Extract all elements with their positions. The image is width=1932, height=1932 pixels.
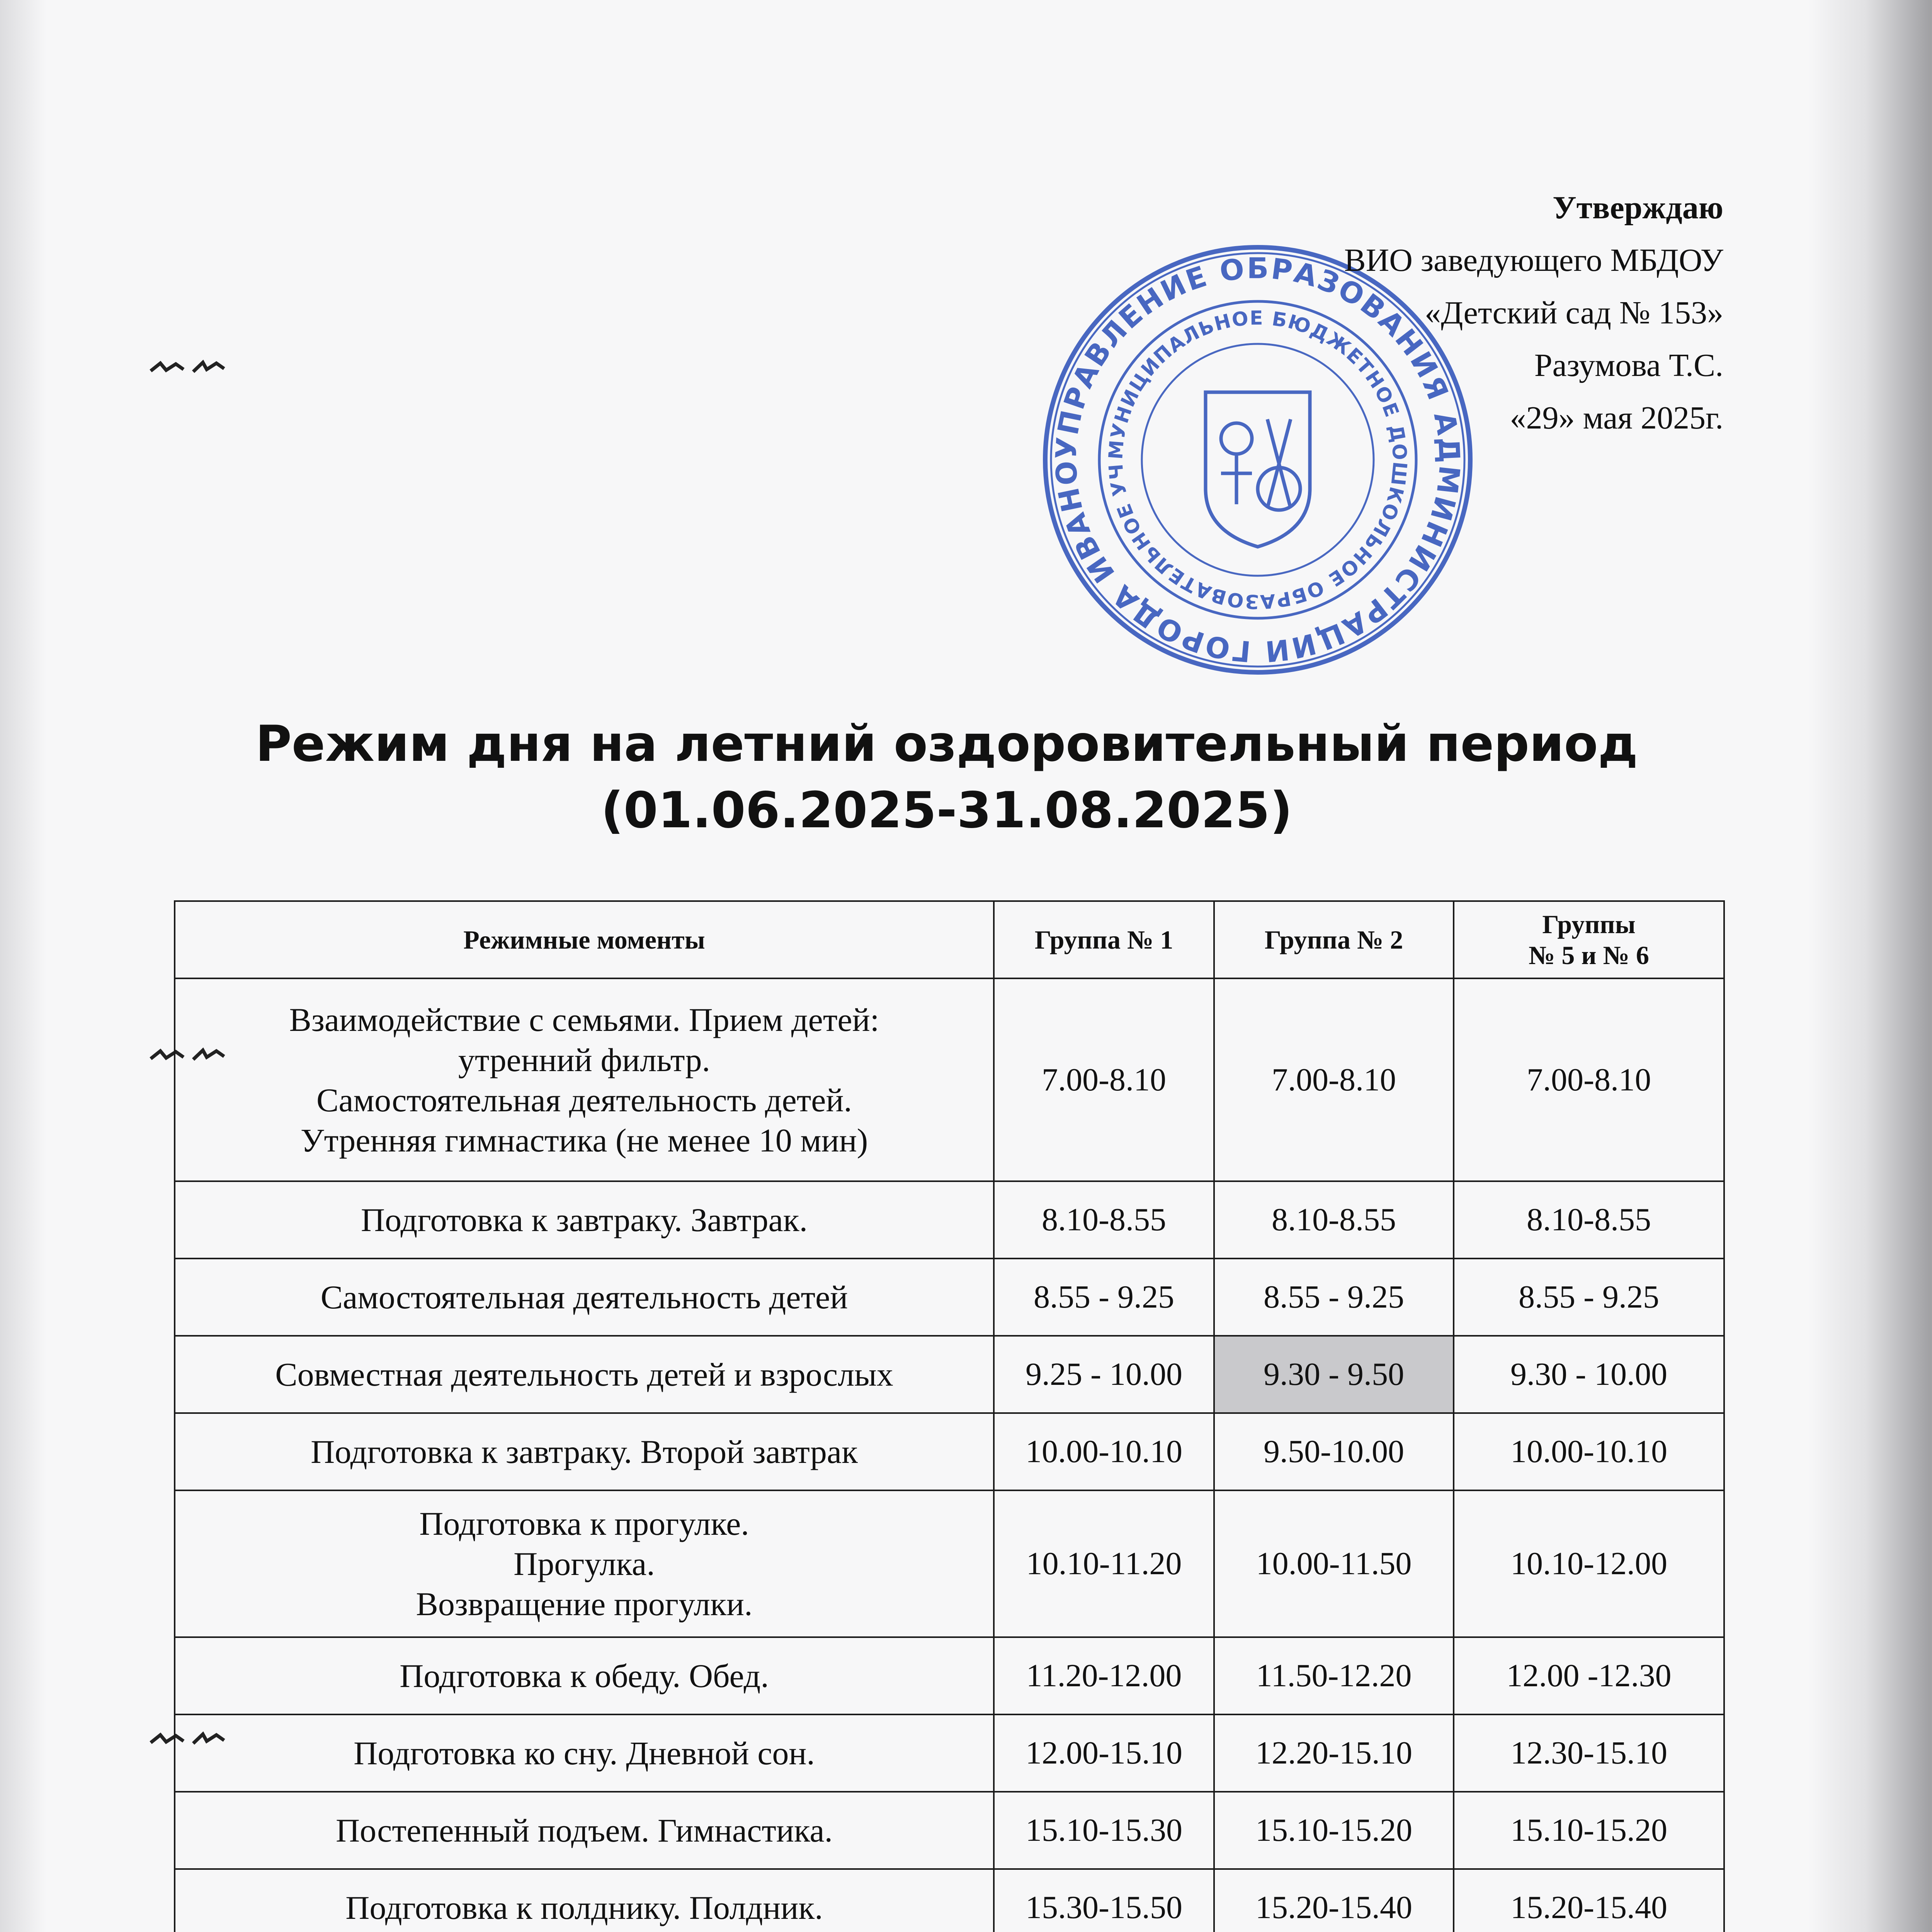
table-row	[175, 1792, 1724, 1869]
activity-line: Подготовка к обеду. Обед.	[400, 1657, 769, 1694]
table-row	[175, 1181, 1724, 1259]
approval-title: Утверждаю	[1553, 190, 1723, 226]
title-line-2: (01.06.2025-31.08.2025)	[601, 782, 1293, 839]
stamp-inner-text: МУНИЦИПАЛЬНОЕ БЮДЖЕТНОЕ ДОШКОЛЬНОЕ ОБРАЗОВАТЕЛЬНОЕ УЧ	[1104, 306, 1412, 613]
cell-group-2: 11.50-12.20	[1214, 1637, 1454, 1714]
activity-line: Подготовка к полднику. Полдник.	[345, 1889, 823, 1926]
cell-groups-5-6: 8.55 - 9.25	[1454, 1259, 1724, 1336]
cell-activity	[175, 1792, 994, 1869]
cell-group-1: 10.10-11.20	[994, 1490, 1214, 1637]
activity-line: Подготовка к прогулке.	[419, 1505, 749, 1542]
table-row	[175, 1714, 1724, 1792]
cell-group-2: 8.55 - 9.25	[1214, 1259, 1454, 1336]
cell-activity	[175, 1336, 994, 1413]
cell-groups-5-6: 7.00-8.10	[1454, 978, 1724, 1181]
cell-group-1: 8.55 - 9.25	[994, 1259, 1214, 1336]
cell-activity	[175, 1490, 994, 1637]
cell-activity	[175, 1259, 994, 1336]
cell-group-1: 12.00-15.10	[994, 1714, 1214, 1792]
punch-mark-icon	[149, 359, 230, 375]
header-activity: Режимные моменты	[175, 901, 994, 978]
activity-line: Подготовка ко сну. Дневной сон.	[354, 1735, 815, 1772]
cell-groups-5-6: 15.20-15.40	[1454, 1869, 1724, 1932]
cell-group-2: 15.10-15.20	[1214, 1792, 1454, 1869]
activity-line: Подготовка к завтраку. Второй завтрак	[311, 1433, 858, 1470]
cell-group-2: 15.20-15.40	[1214, 1869, 1454, 1932]
table-row	[175, 1490, 1724, 1637]
cell-groups-5-6: 10.00-10.10	[1454, 1413, 1724, 1490]
cell-activity	[175, 1869, 994, 1932]
cell-group-1: 11.20-12.00	[994, 1637, 1214, 1714]
schedule-table	[174, 900, 1725, 1932]
cell-activity	[175, 978, 994, 1181]
cell-group-1: 7.00-8.10	[994, 978, 1214, 1181]
stamp-outer-text: УПРАВЛЕНИЕ ОБРАЗОВАНИЯ АДМИНИСТРАЦИИ ГОРОДА ИВАНО	[1049, 252, 1466, 668]
cell-activity	[175, 1413, 994, 1490]
cell-group-1: 10.00-10.10	[994, 1413, 1214, 1490]
header-groups-5-6: Группы № 5 и № 6	[1454, 901, 1724, 978]
cell-group-1: 8.10-8.55	[994, 1181, 1214, 1259]
table-row	[175, 1869, 1724, 1932]
activity-line: Самостоятельная деятельность детей	[320, 1279, 848, 1316]
cell-group-1: 9.25 - 10.00	[994, 1336, 1214, 1413]
table-row	[175, 1413, 1724, 1490]
cell-activity	[175, 1181, 994, 1259]
cell-groups-5-6: 12.00 -12.30	[1454, 1637, 1724, 1714]
activity-line: Утренняя гимнастика (не менее 10 мин)	[300, 1121, 868, 1159]
activity-line: Самостоятельная деятельность детей.	[316, 1081, 852, 1119]
approval-organization: «Детский сад № 153»	[1425, 295, 1723, 331]
header-group-2: Группа № 2	[1214, 901, 1454, 978]
cell-group-2: 7.00-8.10	[1214, 978, 1454, 1181]
cell-group-2: 9.50-10.00	[1214, 1413, 1454, 1490]
scan-edge-left	[0, 0, 46, 1932]
cell-group-2: 9.30 - 9.50	[1214, 1336, 1454, 1413]
cell-group-1: 15.10-15.30	[994, 1792, 1214, 1869]
activity-line: Взаимодействие с семьями. Прием детей:	[289, 1001, 879, 1038]
cell-groups-5-6: 12.30-15.10	[1454, 1714, 1724, 1792]
activity-line: утренний фильтр.	[458, 1041, 711, 1078]
cell-activity	[175, 1714, 994, 1792]
cell-group-2: 12.20-15.10	[1214, 1714, 1454, 1792]
cell-group-1: 15.30-15.50	[994, 1869, 1214, 1932]
activity-line: Постепенный подъем. Гимнастика.	[335, 1812, 833, 1849]
activity-line: Возвращение прогулки.	[416, 1585, 753, 1622]
cell-activity	[175, 1637, 994, 1714]
cell-group-2: 10.00-11.50	[1214, 1490, 1454, 1637]
cell-groups-5-6: 10.10-12.00	[1454, 1490, 1724, 1637]
page-title	[174, 711, 1719, 844]
cell-groups-5-6: 15.10-15.20	[1454, 1792, 1724, 1869]
header-group-1: Группа № 1	[994, 901, 1214, 978]
table-header-row	[175, 901, 1724, 978]
cell-group-2: 8.10-8.55	[1214, 1181, 1454, 1259]
approval-block	[1066, 182, 1723, 444]
approval-position: ВИО заведующего МБДОУ	[1344, 242, 1723, 278]
table-row	[175, 1259, 1724, 1336]
title-line-1: Режим дня на летний оздоровительный период	[255, 715, 1638, 773]
activity-line: Совместная деятельность детей и взрослых	[275, 1356, 893, 1393]
activity-line: Прогулка.	[514, 1545, 655, 1582]
cell-groups-5-6: 9.30 - 10.00	[1454, 1336, 1724, 1413]
table-row	[175, 1637, 1724, 1714]
table-row	[175, 978, 1724, 1181]
scan-edge-right	[1808, 0, 1932, 1932]
cell-groups-5-6: 8.10-8.55	[1454, 1181, 1724, 1259]
approval-date: «29» мая 2025г.	[1510, 400, 1723, 436]
approval-name: Разумова Т.С.	[1534, 347, 1723, 383]
table-row	[175, 1336, 1724, 1413]
activity-line: Подготовка к завтраку. Завтрак.	[361, 1201, 808, 1238]
